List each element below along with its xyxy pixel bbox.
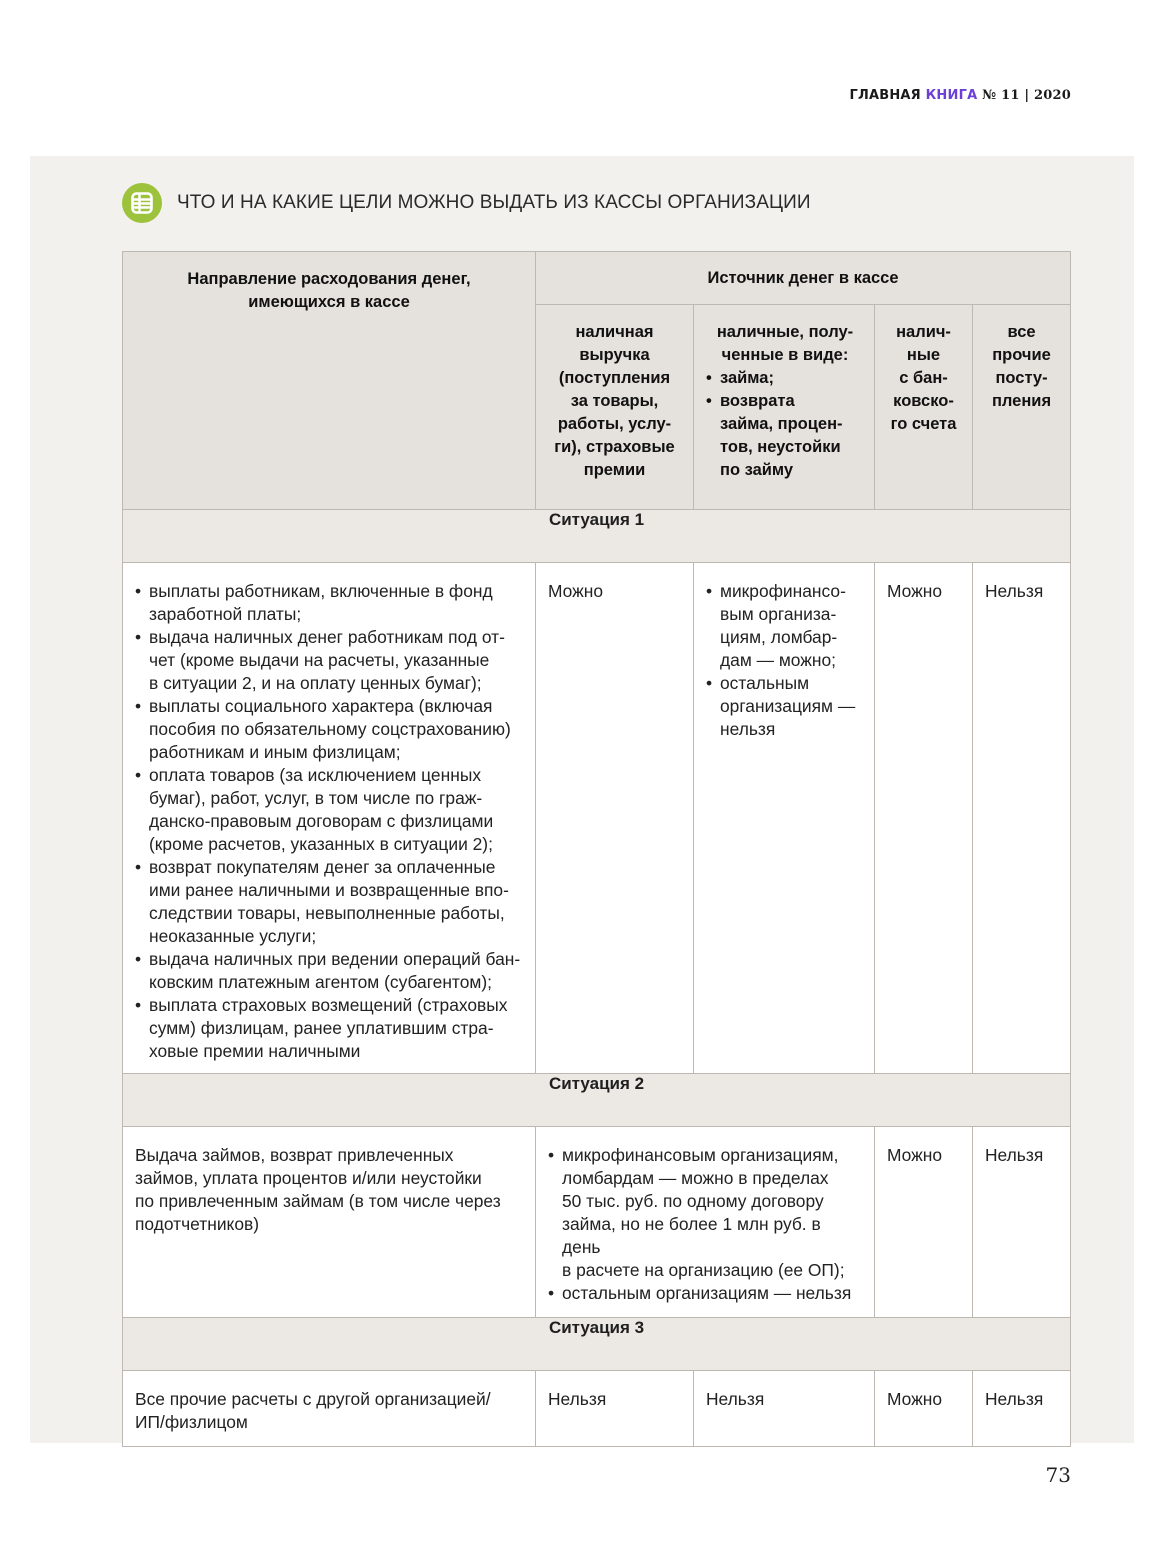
list-item: • остальным организациям — нельзя bbox=[548, 1282, 862, 1305]
situation-3-cash-revenue: Нельзя bbox=[536, 1371, 694, 1447]
situation-2-title: Ситуация 2 bbox=[123, 1074, 1071, 1127]
brand-name-part1: ГЛАВНАЯ bbox=[849, 88, 921, 103]
list-item: • выдача наличных денег работникам под от- чет (кроме выдачи на расчеты, указанные в ситуации 2, и на оплату ценных бумаг); bbox=[135, 626, 523, 695]
situation-2-other-income: Нельзя bbox=[973, 1127, 1071, 1318]
list-item: • микрофинансовым организациям, ломбардам — можно в пределах 50 тыс. руб. по одному договору займа, но не более 1 млн руб. в день в расчете на организацию (ее ОП); bbox=[548, 1144, 862, 1282]
situation-1-other-income: Нельзя bbox=[973, 563, 1071, 1074]
issue-number: № 11 | 2020 bbox=[982, 88, 1071, 103]
list-item: • выдача наличных при ведении операций бан- ковским платежным агентом (субагентом); bbox=[135, 948, 523, 994]
header-row bbox=[123, 252, 1071, 305]
situation-2-purpose: Выдача займов, возврат привлеченных займов, уплата процентов и/или неустойки по привлеченным займам (в том числе через подотчетников) bbox=[123, 1127, 536, 1318]
situation-3-purpose: Все прочие расчеты с другой организацией/ ИП/физлицом bbox=[123, 1371, 536, 1447]
table-icon bbox=[122, 183, 162, 223]
table-row bbox=[123, 1127, 1071, 1318]
running-head bbox=[849, 88, 1071, 103]
situation-row bbox=[123, 1318, 1071, 1371]
purpose-column-header: Направление расходования денег, имеющихся в кассе bbox=[123, 252, 536, 510]
situation-1-title: Ситуация 1 bbox=[123, 510, 1071, 563]
column-header-cash-revenue: наличная выручка (поступления за товары, работы, услу- ги), страховые премии bbox=[536, 305, 694, 510]
loan-cash-list bbox=[706, 367, 864, 482]
section-title: ЧТО И НА КАКИЕ ЦЕЛИ МОЖНО ВЫДАТЬ ИЗ КАССЫ ОРГАНИЗАЦИИ bbox=[177, 192, 811, 213]
situation-3-other-income: Нельзя bbox=[973, 1371, 1071, 1447]
situation-1-cash-revenue: Можно bbox=[536, 563, 694, 1074]
situation-3-loan-cash: Нельзя bbox=[694, 1371, 875, 1447]
column-header-loan-cash: наличные, полу- ченные в виде: • займа; • возврата займа, процен- тов, неустойки по займу bbox=[694, 305, 875, 510]
situation-1-loan-cash bbox=[694, 563, 875, 1074]
situation-2-loan-sources bbox=[536, 1127, 875, 1318]
list-item: • оплата товаров (за исключением ценных бумаг), работ, услуг, в том числе по граж- данско-правовым договорам с физлицами (кроме расчетов, указанных в ситуации 2); bbox=[135, 764, 523, 856]
list-item: • возврат покупателям денег за оплаченные ими ранее наличными и возвращенные впо- следствии товары, невыполненные работы, неоказанные услуги; bbox=[135, 856, 523, 948]
table-row bbox=[123, 1371, 1071, 1447]
situation-3-bank-cash: Можно bbox=[875, 1371, 973, 1447]
purposes-list bbox=[135, 580, 523, 1063]
situation-1-purposes bbox=[123, 563, 536, 1074]
list-item: • займа; bbox=[706, 367, 864, 390]
section-heading bbox=[122, 183, 811, 223]
column-header-bank-cash: налич- ные с бан- ковско- го счета bbox=[875, 305, 973, 510]
list-item: • выплаты работникам, включенные в фонд заработной платы; bbox=[135, 580, 523, 626]
situation-3-title: Ситуация 3 bbox=[123, 1318, 1071, 1371]
brand-name-part2: КНИГА bbox=[925, 88, 978, 103]
list-item: • остальным организациям — нельзя bbox=[706, 672, 862, 741]
situation-row bbox=[123, 510, 1071, 563]
list-item: • возврата займа, процен- тов, неустойки по займу bbox=[706, 390, 864, 482]
list-item: • выплаты социального характера (включая пособия по обязательному соцстрахованию) работникам и иным физлицам; bbox=[135, 695, 523, 764]
cash-usage-table bbox=[122, 251, 1071, 1447]
situation-1-bank-cash: Можно bbox=[875, 563, 973, 1074]
situation-2-bank-cash: Можно bbox=[875, 1127, 973, 1318]
list-item: • микрофинансо- вым организа- циям, ломбар- дам — можно; bbox=[706, 580, 862, 672]
column-header-other-income: все прочие посту- пления bbox=[973, 305, 1071, 510]
source-group-header: Источник денег в кассе bbox=[536, 252, 1071, 305]
table-row bbox=[123, 563, 1071, 1074]
page-number: 73 bbox=[1045, 1463, 1071, 1487]
situation-row bbox=[123, 1074, 1071, 1127]
list-item: • выплата страховых возмещений (страховых сумм) физлицам, ранее уплатившим стра- ховые премии наличными bbox=[135, 994, 523, 1063]
